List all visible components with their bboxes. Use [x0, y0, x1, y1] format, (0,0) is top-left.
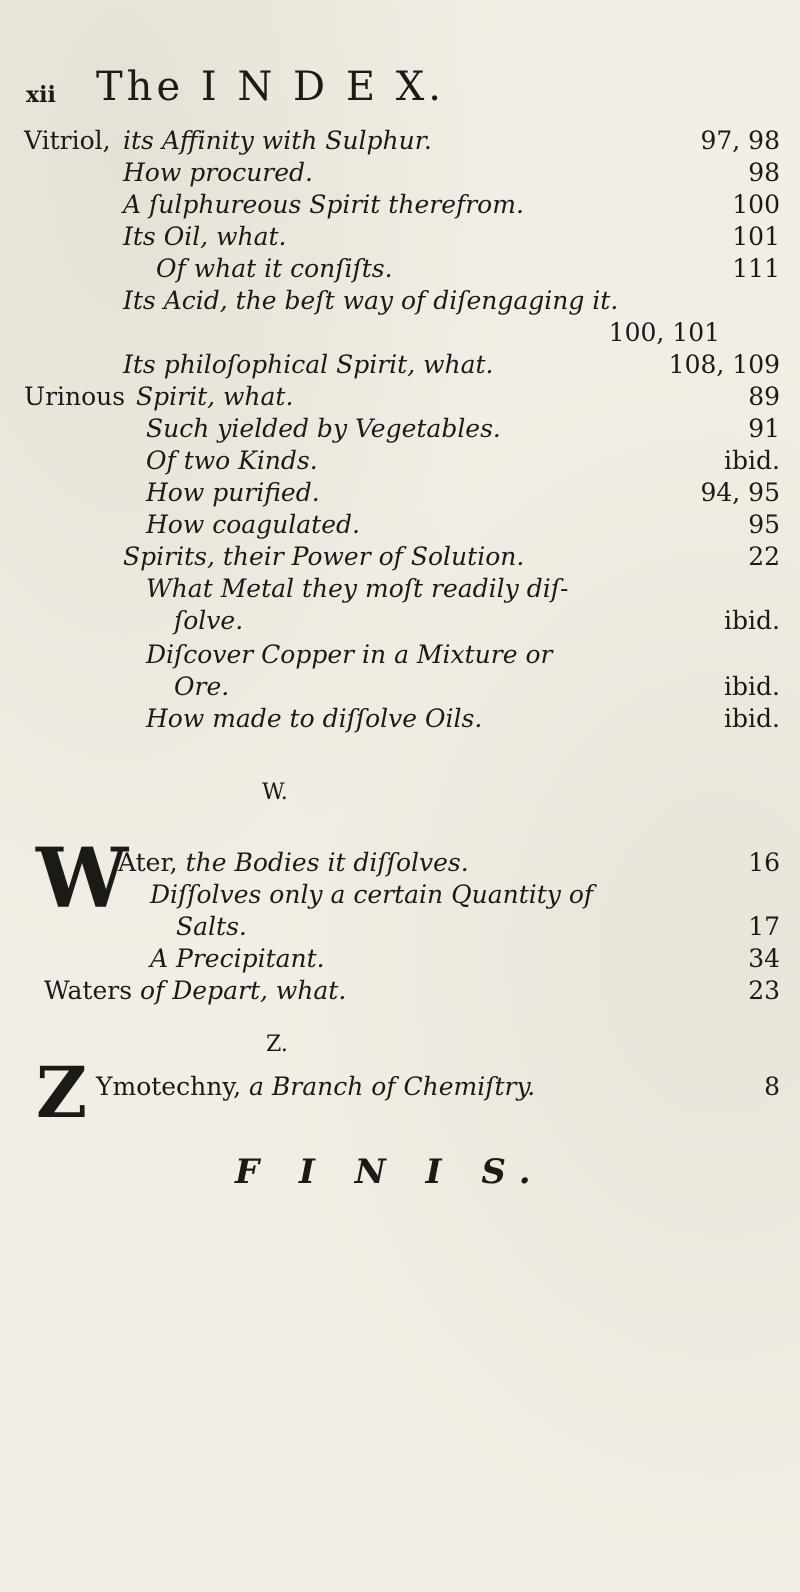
entry-heading-vitriol: Vitriol,: [24, 126, 111, 155]
index-entry: How procured.: [123, 158, 314, 187]
page-ref: ibid.: [724, 606, 780, 635]
page-ref: 108, 109: [668, 350, 780, 379]
running-head: The I N D E X.: [96, 64, 445, 110]
index-entry: Spirits, their Power of Solution.: [123, 542, 525, 571]
page-ref: ibid.: [724, 704, 780, 733]
section-letter-w: W.: [262, 780, 288, 805]
page-ref: ibid.: [724, 672, 780, 701]
page-ref: 94, 95: [700, 478, 780, 507]
index-entry: How purified.: [146, 478, 320, 507]
index-entry: [118, 848, 469, 878]
index-entry: Spirit, what.: [136, 382, 294, 411]
entry-text: of Depart, what.: [140, 976, 347, 1005]
page-ref: 101: [732, 222, 780, 251]
index-entry: A ſulphureous Spirit therefrom.: [123, 190, 524, 219]
index-entry: Of two Kinds.: [146, 446, 318, 475]
page-ref: 17: [748, 912, 780, 941]
index-entry: [96, 1072, 535, 1102]
index-entry: Such yielded by Vegetables.: [146, 414, 501, 443]
entry-heading-urinous: Urinous: [24, 382, 126, 411]
index-entry: A Precipitant.: [150, 944, 325, 973]
page-ref: 97, 98: [700, 126, 780, 155]
page-ref: 98: [748, 158, 780, 187]
index-entry: Diſſolves only a certain Quantity of: [150, 880, 594, 909]
drop-cap-w: W: [36, 831, 129, 927]
index-entry-continued: Ore.: [174, 672, 230, 701]
entry-text: the Bodies it diſſolves.: [185, 848, 469, 877]
entry-heading-waters: Waters: [44, 976, 133, 1005]
page-ref: 34: [748, 944, 780, 973]
section-letter-z: Z.: [266, 1032, 288, 1057]
index-entry: Its Oil, what.: [123, 222, 287, 251]
page-ref: 95: [748, 510, 780, 539]
index-entry: Diſcover Copper in a Mixture or: [146, 640, 553, 669]
page-ref: 89: [748, 382, 780, 411]
finis-text: F I N I S.: [235, 1152, 545, 1192]
index-entry-continued: Salts.: [176, 912, 247, 941]
entry-heading-zymotechny: Ymotechny,: [96, 1072, 242, 1101]
page-ref: 91: [748, 414, 780, 443]
index-entry: How made to diſſolve Oils.: [146, 704, 483, 733]
page-ref: ibid.: [724, 446, 780, 475]
page-ref: 16: [748, 848, 780, 877]
page-ref: 22: [748, 542, 780, 571]
page-ref: 100, 101: [608, 318, 720, 347]
index-entry: What Metal they moſt readily diſ-: [146, 574, 569, 603]
index-entry: Its philoſophical Spirit, what.: [123, 350, 494, 379]
index-entry: How coagulated.: [146, 510, 360, 539]
page-ref: 23: [748, 976, 780, 1005]
index-entry: Its Acid, the beſt way of diſengaging it.: [123, 286, 619, 315]
page-number: xii: [26, 82, 56, 108]
entry-text: a Branch of Chemiſtry.: [249, 1072, 536, 1101]
index-entry: [44, 976, 346, 1006]
drop-cap-z: Z: [36, 1051, 88, 1134]
page-ref: 8: [764, 1072, 780, 1101]
index-entry-continued: ſolve.: [174, 606, 244, 635]
entry-heading-water: Ater,: [118, 848, 178, 877]
page-ref: 111: [732, 254, 780, 283]
index-entry: Of what it conſiſts.: [156, 254, 393, 283]
page-ref: 100: [732, 190, 780, 219]
index-entry: its Affinity with Sulphur.: [123, 126, 432, 155]
